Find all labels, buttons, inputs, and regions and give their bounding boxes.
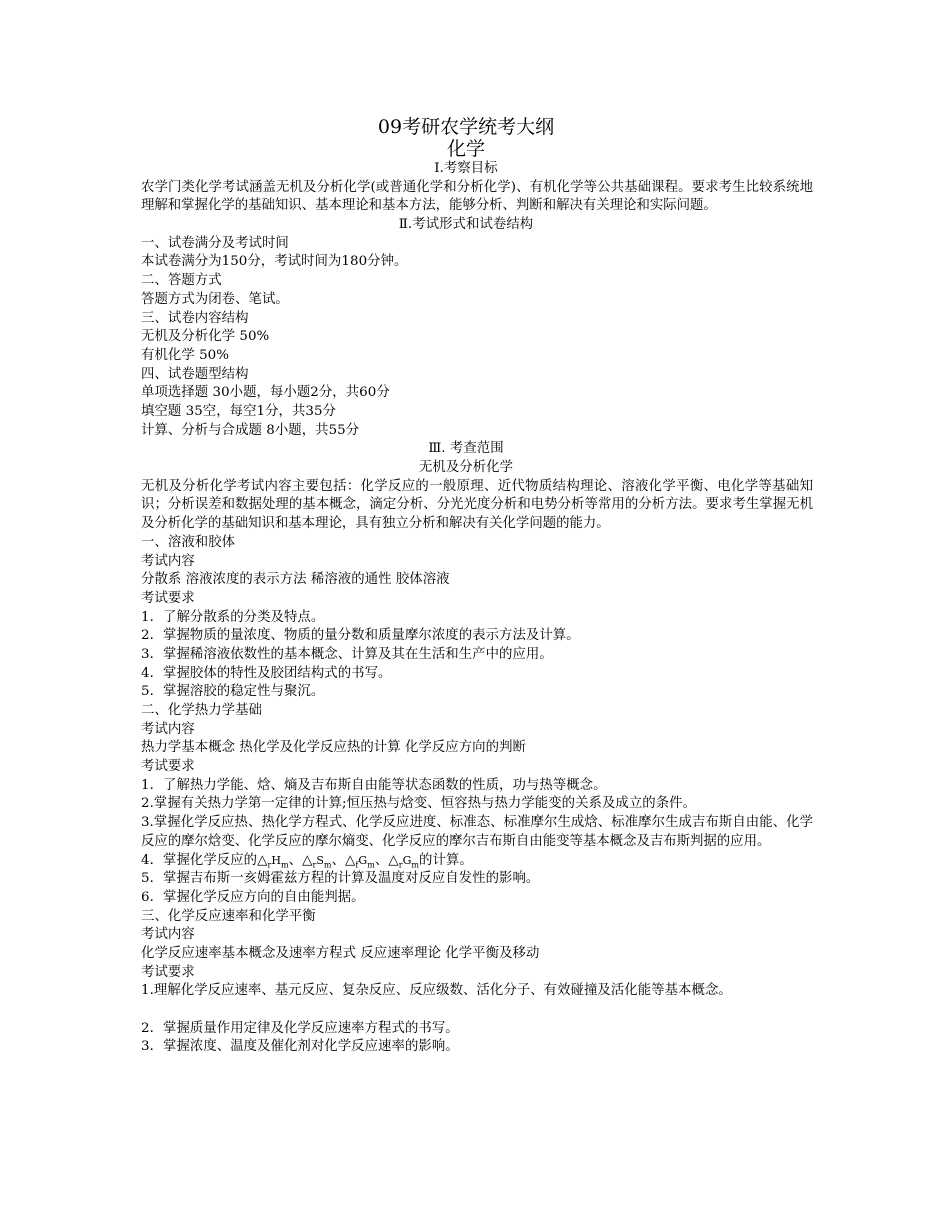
format-line: 答题方式为闭卷、笔试。 xyxy=(141,291,289,307)
format-line: 计算、分析与合成题 8小题，共55分 xyxy=(141,422,360,438)
format-line: 单项选择题 30小题，每小题2分，共60分 xyxy=(141,385,390,401)
document-title: 09考研农学统考大纲 xyxy=(377,116,555,138)
format-line: 二、答题方式 xyxy=(141,273,222,289)
content-text: 分散系 溶液浓度的表示方法 稀溶液的通性 胶体溶液 xyxy=(141,572,450,588)
requirement-item: 1.理解化学反应速率、基元反应、复杂反应、反应级数、活化分子、有效碰撞及活化能等基本概念。 xyxy=(141,983,732,999)
requirement-item: 3.掌握化学反应热、热化学方程式、化学反应进度、标准态、标准摩尔生成焓、标准摩尔生成吉布斯自由能、化学反应的摩尔焓变、化学反应的摩尔熵变、化学反应的摩尔吉布斯自由能变等基本概念及吉布斯判据的应用。 xyxy=(141,815,813,849)
requirement-item: 5．掌握吉布斯一亥姆霍兹方程的计算及温度对反应自发性的影响。 xyxy=(141,871,540,887)
format-line: 有机化学 50% xyxy=(141,347,229,363)
scope-intro-paragraph: 无机及分析化学考试内容主要包括：化学反应的一般原理、近代物质结构理论、溶液化学平衡、电化学等基础知识；分析误差和数据处理的基本概念，滴定分析、分光光度分析和电势分析等常用的分析方法。要求考生掌握无机及分析化学的基础知识和基本理论，具有独立分析和解决有关化学问题的能力。 xyxy=(141,478,813,532)
requirement-item: 2.掌握有关热力学第一定律的计算;恒压热与焓变、恒容热与热力学能变的关系及成立的条件。 xyxy=(141,796,697,812)
requirement-item: 1．了解分散系的分类及特点。 xyxy=(141,609,325,625)
requirement-item: 2．掌握质量作用定律及化学反应速率方程式的书写。 xyxy=(141,1020,459,1036)
objectives-paragraph: 农学门类化学考试涵盖无机及分析化学(或普通化学和分析化学)、有机化学等公共基础课程。要求考生比较系统地理解和掌握化学的基础知识、基本理论和基本方法，能够分析、判断和解决有关理论和实际问题。 xyxy=(141,179,813,214)
requirements-label: 考试要求 xyxy=(141,964,195,980)
section-heading-scope: Ⅲ. 考查范围 xyxy=(428,441,504,457)
format-line: 三、试卷内容结构 xyxy=(141,310,249,326)
format-line: 四、试卷题型结构 xyxy=(141,366,249,382)
content-label: 考试内容 xyxy=(141,927,195,943)
format-line: 填空题 35空，每空1分，共35分 xyxy=(141,403,336,419)
content-text: 化学反应速率基本概念及速率方程式 反应速率理论 化学平衡及移动 xyxy=(141,945,540,961)
content-label: 考试内容 xyxy=(141,553,195,569)
requirement-item: 2．掌握物质的量浓度、物质的量分数和质量摩尔浓度的表示方法及计算。 xyxy=(141,628,580,644)
requirement-item: 6．掌握化学反应方向的自由能判据。 xyxy=(141,889,365,905)
document-subject: 化学 xyxy=(446,138,485,160)
format-line: 本试卷满分为150分，考试时间为180分钟。 xyxy=(141,254,408,270)
format-line: 一、试卷满分及考试时间 xyxy=(141,235,289,251)
section-heading-objectives: Ⅰ.考察目标 xyxy=(434,161,498,176)
requirements-label: 考试要求 xyxy=(141,590,195,606)
requirement-item: 5．掌握溶胶的稳定性与聚沉。 xyxy=(141,684,325,700)
topic-title: 二、化学热力学基础 xyxy=(141,703,262,719)
requirements-label: 考试要求 xyxy=(141,759,195,775)
section-heading-format: Ⅱ.考试形式和试卷结构 xyxy=(398,217,534,233)
requirement-item: 3．掌握稀溶液依数性的基本概念、计算及其在生活和生产中的应用。 xyxy=(141,646,553,662)
content-text: 热力学基本概念 热化学及化学反应热的计算 化学反应方向的判断 xyxy=(141,740,526,756)
format-line: 无机及分析化学 50% xyxy=(141,329,270,345)
requirement-item: 3．掌握浓度、温度及催化剂对化学反应速率的影响。 xyxy=(141,1039,459,1055)
requirement-item-formula: 4．掌握化学反应的$\triangle_rH_m$、$\triangle_rS_m$、$\triangle_fG_m$、$\triangle_rG_m$的计算。 xyxy=(141,852,473,870)
blank-line xyxy=(141,1001,831,1020)
topic-title: 一、溶液和胶体 xyxy=(141,534,236,550)
requirement-item: 4．掌握胶体的特性及胶团结构式的书写。 xyxy=(141,665,392,681)
requirement-item: 1．了解热力学能、焓、熵及吉布斯自由能等状态函数的性质，功与热等概念。 xyxy=(141,777,607,793)
section-subheading: 无机及分析化学 xyxy=(418,460,514,476)
document-body xyxy=(141,116,831,1057)
topic-title: 三、化学反应速率和化学平衡 xyxy=(141,908,316,924)
content-label: 考试内容 xyxy=(141,721,195,737)
